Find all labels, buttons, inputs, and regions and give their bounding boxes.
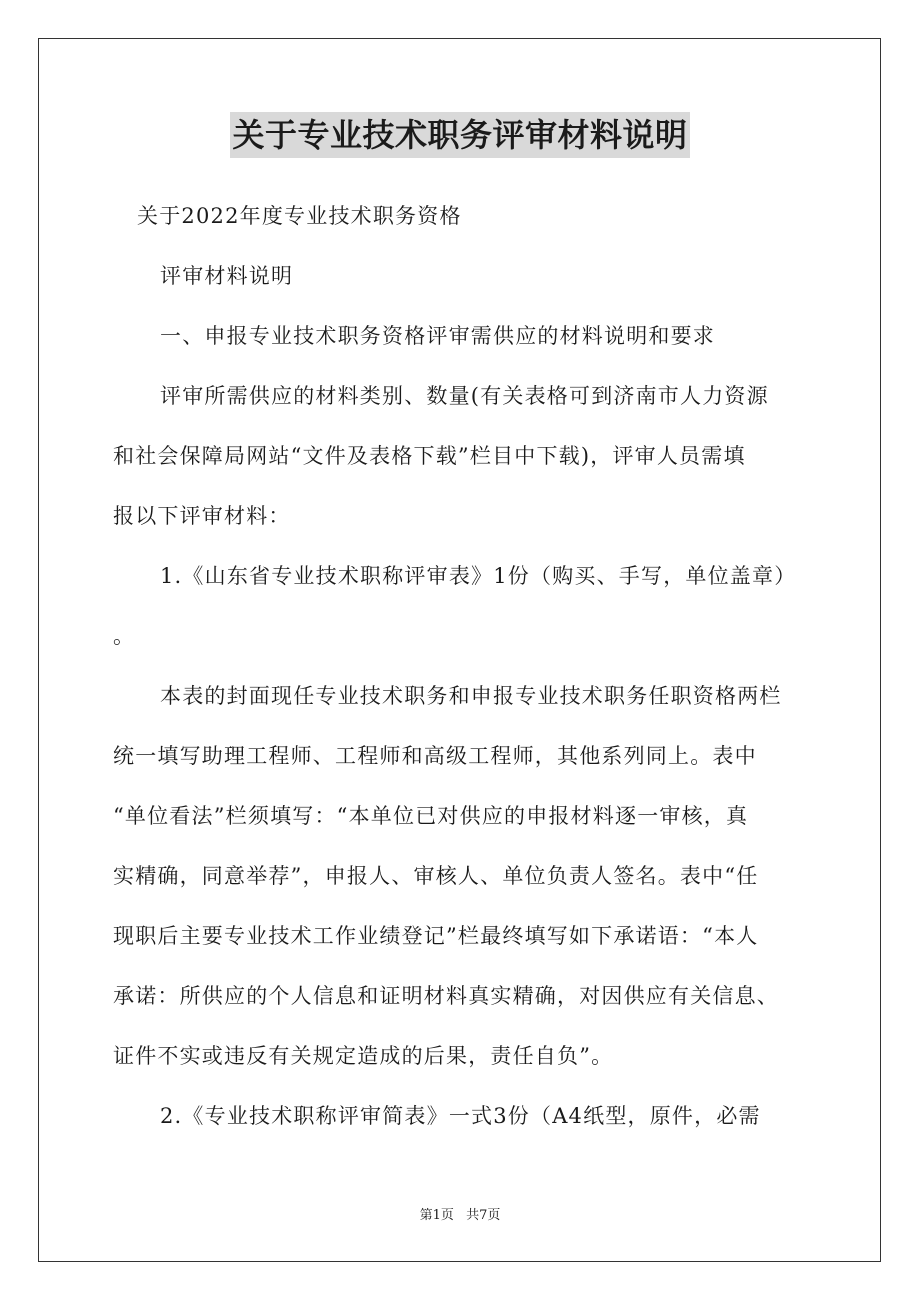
paragraph-line: 本表的封面现任专业技术职务和申报专业技术职务任职资格两栏	[160, 684, 782, 708]
paragraph-line: 实精确，同意举荐”，申报人、审核人、单位负责人签名。表中“任	[113, 864, 759, 888]
title-container	[0, 112, 920, 158]
list-item-2-line: 2.《专业技术职称评审简表》一式3份（A4纸型，原件，必需	[160, 1104, 761, 1128]
paragraph-line: 报以下评审材料：	[113, 504, 291, 528]
document-title: 关于专业技术职务评审材料说明	[230, 112, 689, 158]
paragraph-line: 统一填写助理工程师、工程师和高级工程师，其他系列同上。表中	[113, 744, 757, 768]
subtitle-line-1: 关于2022年度专业技术职务资格	[137, 204, 462, 228]
paragraph-line: “单位看法”栏须填写：“本单位已对供应的申报材料逐一审核，真	[113, 804, 749, 828]
paragraph-line: 评审所需供应的材料类别、数量(有关表格可到济南市人力资源	[160, 384, 769, 408]
page-footer	[0, 1207, 920, 1225]
paragraph-line: 和社会保障局网站“文件及表格下载”栏目中下载)，评审人员需填	[113, 444, 746, 468]
paragraph-line: 证件不实或违反有关规定造成的后果，责任自负”。	[113, 1044, 614, 1068]
paragraph-line: 承诺：所供应的个人信息和证明材料真实精确，对因供应有关信息、	[113, 984, 779, 1008]
page-number: 第1页	[419, 1208, 454, 1223]
list-item-1-line: 1.《山东省专业技术职称评审表》1份（购买、手写，单位盖章）	[160, 564, 797, 588]
subtitle-line-2: 评审材料说明	[160, 264, 294, 288]
page-total: 共7页	[466, 1208, 501, 1223]
paragraph-line: 现职后主要专业技术工作业绩登记”栏最终填写如下承诺语：“本人	[113, 924, 759, 948]
section-heading-1: 一、申报专业技术职务资格评审需供应的材料说明和要求	[160, 324, 715, 348]
list-item-1-line: 。	[113, 624, 136, 648]
